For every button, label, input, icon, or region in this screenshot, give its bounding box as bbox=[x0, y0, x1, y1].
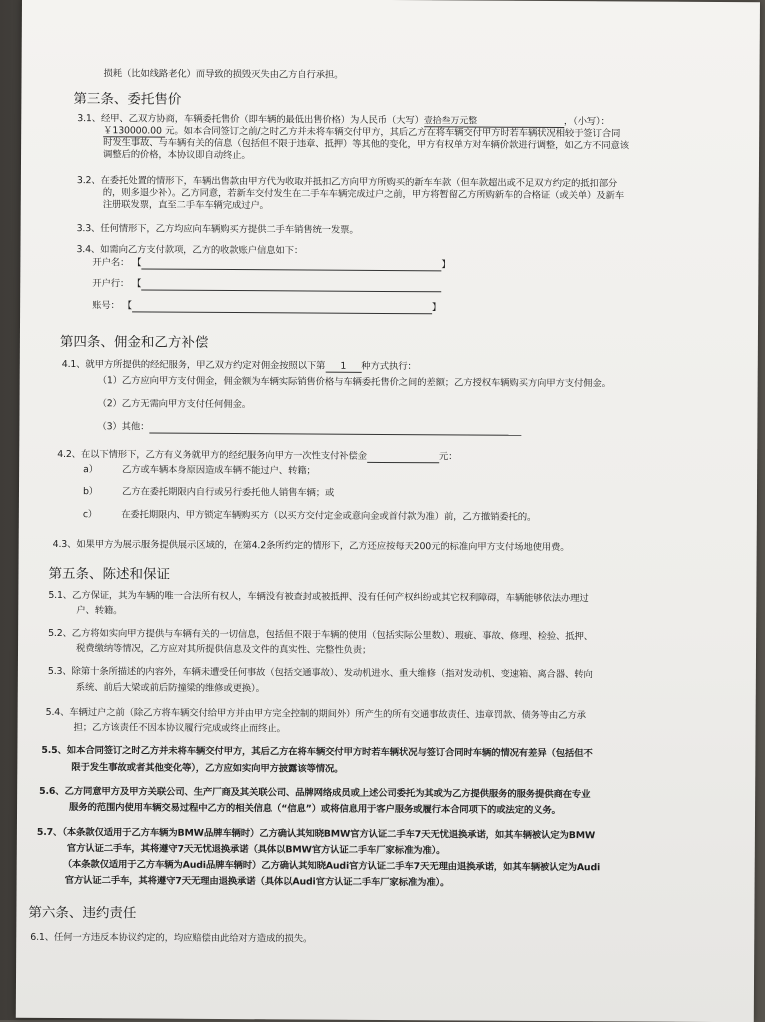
line: 3.4、如需向乙方支付款项，乙方的收款账户信息如下： bbox=[76, 244, 304, 257]
line: 注册联发票，直至二手车车辆完成过户。 bbox=[102, 199, 269, 212]
account-name-row: 开户名： 【 】 bbox=[92, 257, 451, 271]
clause-4-2: 4.2、在以下情形下，乙方有义务就甲方的经纪服务向甲方一次性支付补偿金 元： bbox=[57, 448, 458, 463]
line: 时发生事故、与车辆有关的信息（包括但不限于违章、抵押）等其他的变化，甲方有权单方对车辆价款进行调整，如乙方不同意该 bbox=[103, 137, 629, 152]
line: 官方认证二手车，其将遵守7天无忧退换承诺（具体以BMW官方认证二手车厂家标准为准）。 bbox=[66, 843, 446, 857]
line: 的，则多退少补）。乙方同意，若新车交付发生在二手车车辆完成过户之前，甲方将暂留乙方所购新车的合格证（或关单）及新车 bbox=[102, 187, 624, 202]
line: 3.3、任何情形下，乙方均应向车辆购买方提供二手车销售统一发票。 bbox=[76, 223, 359, 236]
line: （3）其他： bbox=[97, 421, 521, 436]
line: 调整后的价格，本协议即自动终止。 bbox=[103, 149, 251, 162]
section-heading: 第四条、佣金和乙方补偿 bbox=[59, 333, 209, 351]
line: （2）乙方无需向甲方支付任何佣金。 bbox=[97, 398, 251, 411]
line: 担；乙方该责任不因本协议履行完成或终止而终止。 bbox=[73, 722, 286, 735]
line: 5.1、乙方保证，其为车辆的唯一合法所有权人，车辆没有被查封或被抵押、没有任何产权纠纷或其它权利障碍，车辆能够依法办理过 bbox=[48, 589, 589, 605]
line: 税费缴纳等情况，乙方应对其所提供信息及文件的真实性、完整性负责； bbox=[75, 643, 372, 656]
amount-number: ￥130000.00 bbox=[103, 125, 165, 137]
contract-page bbox=[16, 0, 760, 1022]
line: 户、转籍。 bbox=[76, 605, 123, 617]
clause-4-1: 4.1、就甲方所提供的经纪服务，甲乙双方约定对佣金按照以下第 1 种方式执行： bbox=[61, 358, 417, 373]
line: 服务的范围内使用车辆交易过程中乙方的相关信息（“信息”）或将信息用于客户服务或履行本合同项下的或法定的义务。 bbox=[69, 802, 561, 817]
list-item: c） 在委托期限内、甲方锁定车辆购买方（以买方交付定金或意向金或首付款为准）前，乙方撤销委托的。 bbox=[82, 509, 537, 523]
amount-words: 壹拾叁万元整 bbox=[424, 115, 564, 128]
account-no-row: 账号： 【 】 bbox=[92, 300, 442, 314]
line: （本条款仅适用于乙方车辆为Audi品牌车辆时）乙方确认其知晓Audi官方认证二手车7天无理由退换承诺，如其车辆被认定为Audi bbox=[62, 859, 601, 874]
option-number: 1 bbox=[325, 361, 361, 373]
line: 5.3、除第十条所描述的内容外，车辆未遭受任何事故（包括交通事故）、发动机进水、重大维修（指对发动机、变速箱、离合器、转向 bbox=[47, 665, 593, 681]
line: 限于发生事故或者其他变化等），乙方应如实向甲方披露该等情况。 bbox=[71, 762, 344, 775]
line: 4.3、如果甲方为展示服务提供展示区域的，在第4.2条所约定的情形下，乙方还应按每天200元的标准向甲方支付场地使用费。 bbox=[52, 538, 570, 554]
line: 官方认证二手车，其将遵守7天无理由退换承诺（具体以Audi官方认证二手车厂家标准为准）。 bbox=[64, 875, 450, 889]
line: 5.6、乙方同意甲方及甲方关联公司、生产厂商及其关联公司、品牌网络成员或上述公司委托为其或为乙方提供服务的服务提供商在专业 bbox=[39, 785, 591, 801]
line: 损耗（比如线路老化）而导致的损毁灭失由乙方自行承担。 bbox=[103, 68, 344, 81]
section-heading: 第五条、陈述和保证 bbox=[48, 565, 171, 583]
line: 5.2、乙方将如实向甲方提供与车辆有关的一切信息，包括但不限于车辆的使用（包括实际公里数）、瑕疵、事故、修理、检验、抵押、 bbox=[48, 627, 593, 643]
line: 5.4、车辆过户之前（除乙方将车辆交付给甲方并由甲方完全控制的期间外）所产生的所有交通事故责任、违章罚款、债务等由乙方承 bbox=[45, 706, 586, 722]
clause-3-1-line2: ￥130000.00 元。如本合同签订之前/之时乙方并未将车辆交付甲方，其后乙方在将车辆交付甲方时若车辆状况相较于签订合同 bbox=[103, 125, 621, 140]
line: （1）乙方应向甲方支付佣金，佣金额为车辆实际销售价格与车辆委托售价之间的差额；乙方授权车辆购买方向甲方支付佣金。 bbox=[97, 375, 611, 390]
section-heading: 第六条、违约责任 bbox=[28, 904, 137, 922]
list-item: a） 乙方或车辆本身原因造成车辆不能过户、转籍； bbox=[83, 464, 316, 477]
line: 5.7、（本条款仅适用于乙方车辆为BMW品牌车辆时）乙方确认其知晓BMW官方认证二手车7天无忧退换承诺，如其车辆被认定为BMW bbox=[36, 826, 596, 842]
line: 3.2、在委托处置的情形下，车辆出售款由甲方代为收取并抵扣乙方向甲方所购买的新车车款（但车款超出或不足双方约定的抵扣部分 bbox=[76, 175, 618, 190]
list-item: b） 乙方在委托期限内自行或另行委托他人销售车辆；或 bbox=[82, 486, 335, 499]
clause-3-1-line1: 3.1、经甲、乙双方协商，车辆委托售价（即车辆的最低出售价格）为人民币（大写）壹拾叁万元整 ，（小写）： bbox=[77, 113, 610, 128]
line: 系统、前后大梁或前后防撞梁的维修或更换）。 bbox=[75, 682, 265, 695]
line: 6.1、任何一方违反本协议约定的，均应赔偿由此给对方造成的损失。 bbox=[30, 931, 313, 945]
line: 5.5、如本合同签订之时乙方并未将车辆交付甲方，其后乙方在将车辆交付甲方时若车辆状况与签订合同时车辆的情况有差异（包括但不 bbox=[41, 744, 593, 760]
section-heading: 第三条、委托售价 bbox=[73, 91, 182, 108]
bank-row: 开户行： 【 bbox=[92, 278, 441, 292]
